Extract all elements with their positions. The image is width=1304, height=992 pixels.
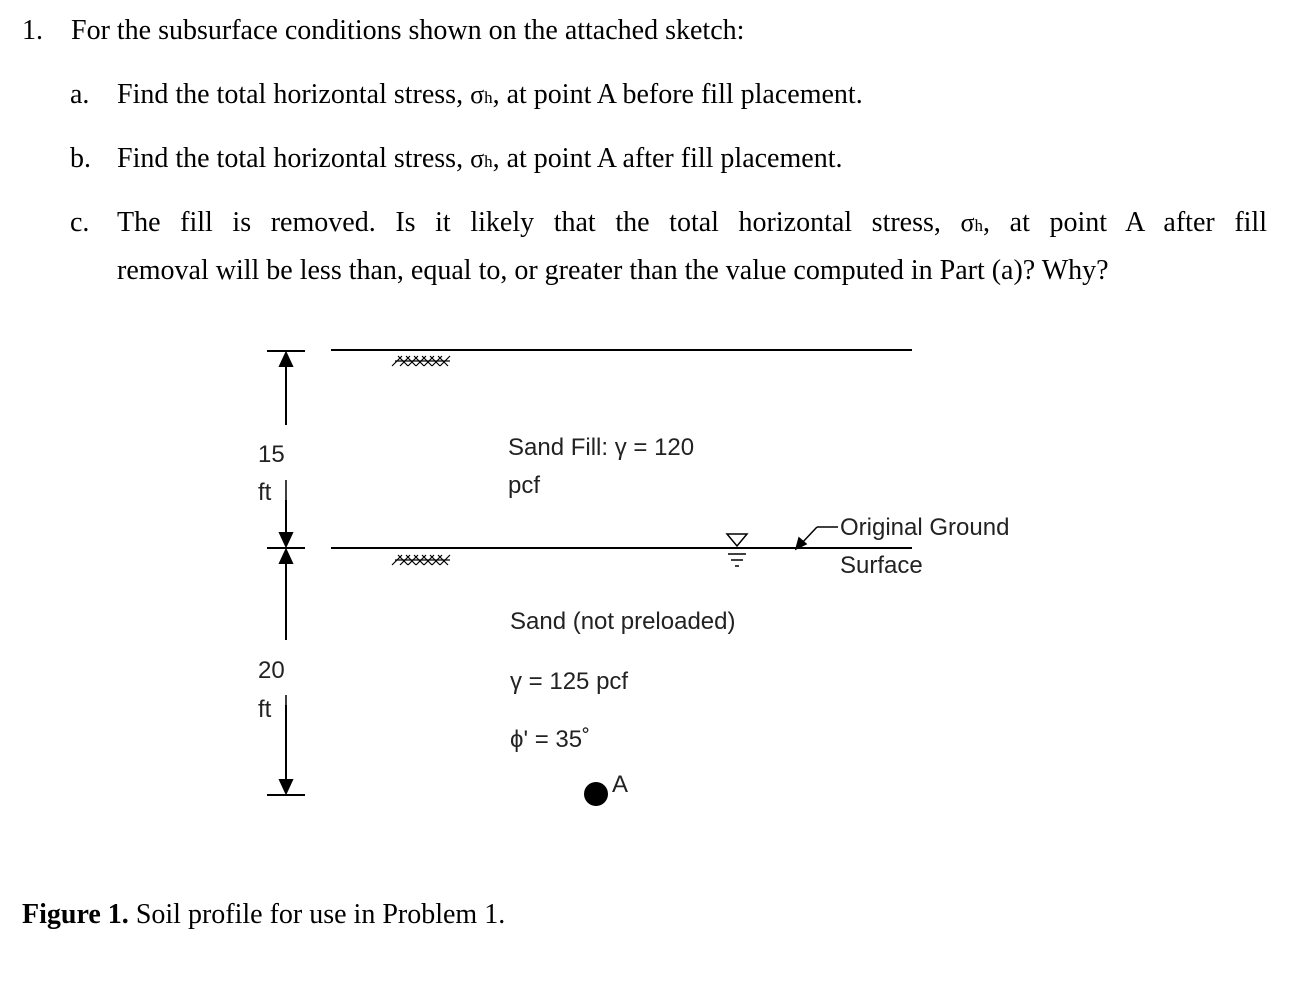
figure-caption [22, 898, 505, 932]
dim-top-value: 15 [258, 441, 285, 468]
sigma-symbol: σ [960, 208, 975, 237]
dim-bottom-unit: ft [258, 696, 272, 723]
problem-number: 1. [22, 15, 43, 46]
part-c-line1-post: , at point A after fill [983, 207, 1267, 238]
water-table-icon [727, 534, 747, 566]
sigma-symbol: σ [470, 144, 485, 173]
part-b-post: , at point A after fill placement. [492, 143, 843, 174]
original-ground-arrow-icon [796, 527, 838, 549]
caption-bold: Figure 1. [22, 899, 129, 930]
caption-text: Soil profile for use in Problem 1. [128, 899, 506, 930]
sigma-subscript: h [484, 88, 493, 107]
fill-label-line2: pcf [508, 472, 541, 499]
sigma-subscript: h [974, 216, 984, 235]
sigma-subscript: h [484, 152, 493, 171]
original-ground-label-line1: Original Ground [840, 514, 1010, 541]
sand-phi: ϕ' = 35˚ [510, 726, 591, 753]
dim-top-unit: ft [258, 479, 272, 506]
part-a-post: , at point A before fill placement. [492, 79, 863, 110]
dim-bottom-value: 20 [258, 657, 285, 684]
sand-label: Sand (not preloaded) [510, 608, 736, 635]
original-ground-label-line2: Surface [840, 552, 923, 579]
part-b-letter: b. [70, 143, 91, 174]
part-c-letter: c. [70, 207, 90, 238]
problem-intro-text: For the subsurface conditions shown on the attached sketch: [71, 15, 745, 46]
point-a-marker [584, 782, 608, 806]
sand-gamma: γ = 125 pcf [510, 668, 629, 695]
part-c-line2-text: removal will be less than, equal to, or greater than the value computed in Part (a)? Why? [117, 255, 1109, 286]
part-b-pre: Find the total horizontal stress, [117, 143, 471, 174]
part-a-letter: a. [70, 79, 90, 110]
sigma-symbol: σ [470, 80, 485, 109]
part-a-pre: Find the total horizontal stress, [117, 79, 471, 110]
fill-label-line1: Sand Fill: γ = 120 [508, 434, 695, 461]
fill-surface-hatch [392, 356, 450, 366]
point-a-label: A [612, 771, 629, 798]
original-ground-hatch [392, 555, 450, 565]
part-c-line1-pre: The fill is removed. Is it likely that the total horizontal stress, [117, 207, 961, 238]
